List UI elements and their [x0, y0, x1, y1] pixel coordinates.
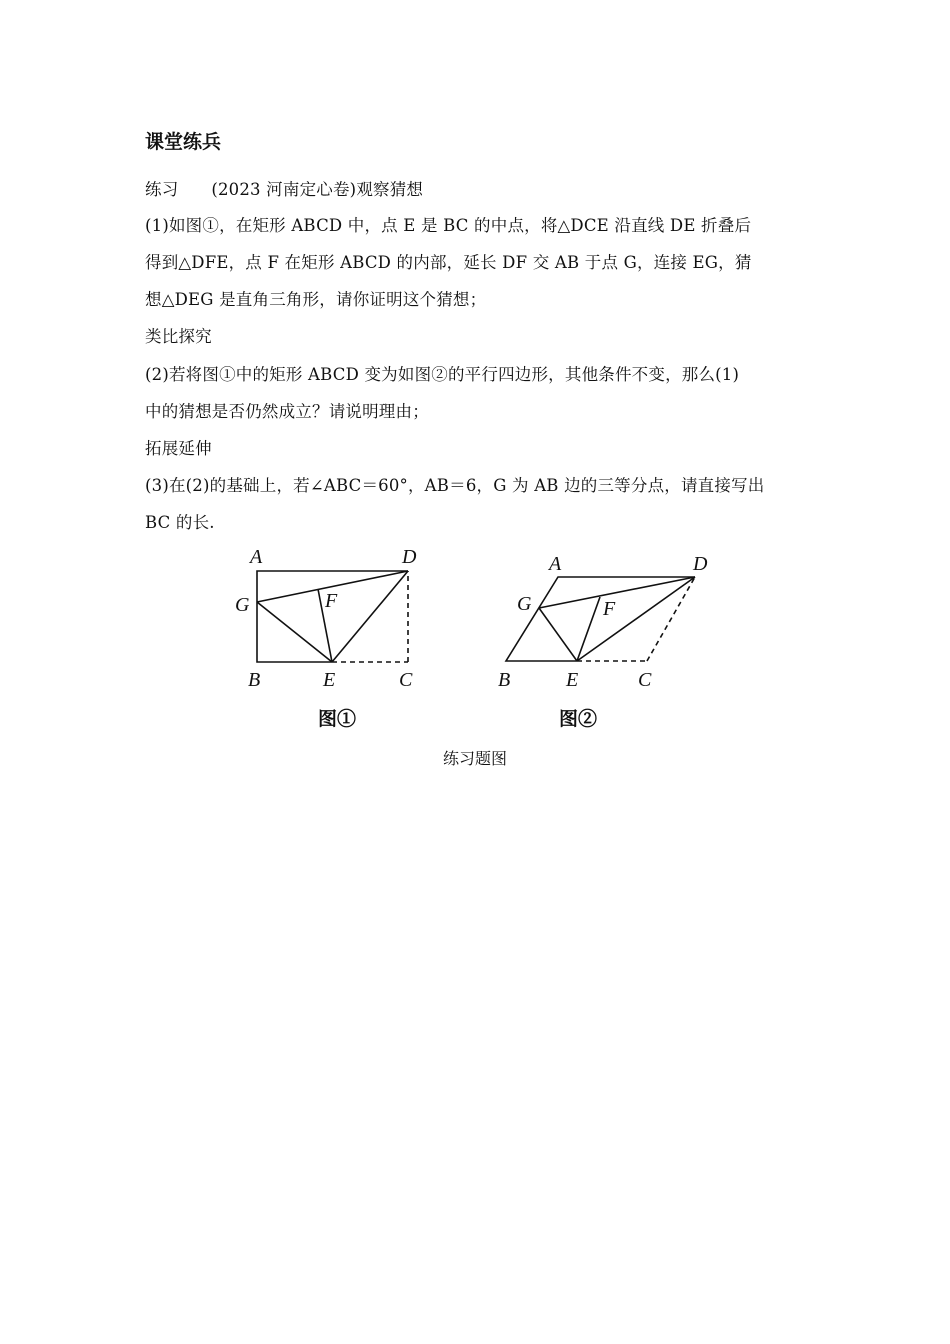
fig1-label-a: A — [250, 546, 263, 568]
exercise-source: (2023 河南定心卷)观察猜想 — [211, 180, 424, 199]
part3-line1: (3)在(2)的基础上，若∠ABC＝60°，AB＝6，G 为 AB 边的三等分点，请直接写出 — [145, 476, 765, 495]
fig2-ge — [539, 608, 577, 661]
fig2-label-d: D — [693, 553, 708, 575]
part2-line2: 中的猜想是否仍然成立？请说明理由； — [145, 402, 429, 421]
fig1-label-c: C — [399, 669, 413, 691]
part3-line2: BC 的长. — [145, 513, 215, 532]
fig1-caption: 图① — [317, 708, 357, 730]
fig1-label-g: G — [235, 594, 250, 616]
fig2-label-f: F — [603, 598, 616, 620]
fig2-dashed-cd — [647, 577, 695, 661]
fig2-label-g: G — [517, 593, 532, 615]
fig2-fe — [577, 597, 600, 661]
fig1-label-f: F — [325, 590, 338, 612]
fig2-ed — [577, 577, 695, 661]
fig2-label-e: E — [566, 669, 579, 691]
fig1-labels — [235, 546, 417, 691]
part1-line2: 得到△DFE，点 F 在矩形 ABCD 的内部，延长 DF 交 AB 于点 G，连接 EG，猜 — [145, 253, 752, 272]
fig2-gd — [539, 577, 695, 608]
fig2-caption: 图② — [558, 708, 598, 730]
fig1-label-e: E — [323, 669, 336, 691]
fig2-edges — [506, 577, 695, 661]
exercise-label: 练习 — [145, 180, 179, 199]
part1-line3: 想△DEG 是直角三角形，请你证明这个猜想； — [145, 290, 487, 309]
fig2-label-a: A — [549, 553, 562, 575]
fig2-label-b: B — [498, 669, 511, 691]
fig1-rect-edges — [257, 571, 408, 662]
fig1-label-d: D — [402, 546, 417, 568]
figure-caption: 练习题图 — [442, 749, 507, 768]
section-title: 课堂练兵 — [145, 131, 222, 153]
subhead-extension: 拓展延伸 — [145, 439, 212, 458]
figure-1 — [257, 571, 408, 662]
part1-line1: (1)如图①，在矩形 ABCD 中，点 E 是 BC 的中点，将△DCE 沿直线 DE 折叠后 — [145, 216, 752, 235]
fig1-ge — [257, 602, 332, 662]
fig1-label-b: B — [248, 669, 261, 691]
part2-line1: (2)若将图①中的矩形 ABCD 变为如图②的平行四边形，其他条件不变，那么(1) — [145, 365, 740, 384]
fig2-label-c: C — [638, 669, 652, 691]
figure-2 — [506, 577, 695, 661]
subhead-analogy: 类比探究 — [145, 327, 212, 346]
